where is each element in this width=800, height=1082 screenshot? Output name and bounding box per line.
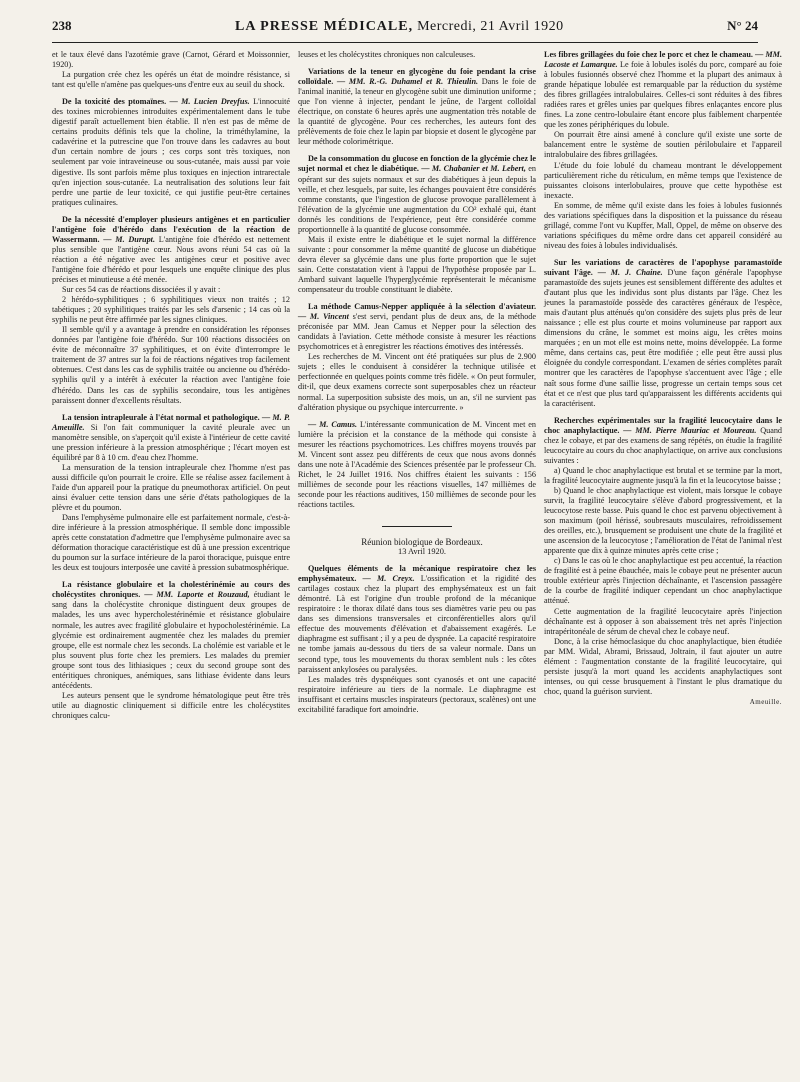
article-author: — M. J. Chaine.	[597, 267, 663, 277]
article-title: De la toxicité des ptomaïnes.	[62, 97, 167, 107]
article-text: L'ossification et la rigidité des cartilages costaux chez la plupart des emphysémateux est un fait démontré. Là est l'origine d'un trouble profond de la mécanique respiratoire : le thorax dilaté dans tous ses diamètres varie peu ou pas dans ses dimensions transversales et circonférentielles alors qu'il effectue des mouvements d'élévation et d'abaissement exagérés. Le diaphragme est suffisant ; il y a peu de dyspnée. La capacité respiratoire ne tombe jamais au-dessous du tiers de sa valeur normale. Dans un second type, tous les mouvements du thorax semblent nuls : les côtes paraissent ankylosées ou paralysées.	[298, 574, 537, 674]
article-title: La méthode Camus-Nepper appliquée à la sélection d'aviateur.	[308, 302, 536, 312]
reunion-date: 13 Avril 1920.	[398, 547, 446, 557]
article-fibres-grillagees	[544, 50, 782, 130]
article-glucose	[298, 154, 536, 234]
article-title: Variations de la teneur en glycogène du foie pendant la crise colloïdale.	[298, 67, 536, 87]
article-author: — MM. R.-G. Duhamel et R. Thieulin.	[336, 77, 479, 87]
article-text: D'une façon générale l'apophyse paramastoïde des sujets jeunes est sensiblement différente des adultes et d'autant plus que les individus sont plus distants par l'âge. Chez les jeunes la paramastoïde possède des caractères généraux de l'espèce, mais d'autant plus atténués qu'on considère des sujets plus près de leur naissance ; elle est plus courte et moins volumineuse par rapport aux dimensions du crâne, le sommet est moins aigu, les crêtes moins marquées ; en un mot elle est moins nette, moins développée. La forme même, dans certains cas, peut être modifiée ; elle peut être aussi plus éloignée du condyle correspondant. L'examen de séries complètes paraît montrer que les caractères de l'apophyse s'accentuent avec l'âge ; elle naît sous forme d'une saillie lisse, progresse un certain temps sous cet état et ce n'est que plus tard qu'apparaissent les différents accidents qui la caractérisent.	[544, 267, 782, 408]
paragraph: En somme, de même qu'il existe dans les foies à lobules fusionnés des variations spécifiques dans la disposition et la puissance du réseau grillagé, comme l'ont vu Kupffer, Mall, Oppel, de même on observe des variations spécifiques du même ordre dans cet appareil considéré au niveau des foies à lobules individualisés.	[544, 200, 782, 250]
article-glycogene	[298, 67, 536, 147]
section-divider	[382, 526, 452, 527]
article-text: Dans le foie de l'animal inanitié, la teneur en glycogène subit une diminution uniforme ; que l'on vienne à injecter, pendant le jeûne, de l'argent colloïdal électrique, on constate 6 heures après une augmentation très notable de la quantité de glycogène. Pour ces recherches, les auteurs font des prélèvements de foie chez le lapin par biopsie et dosent le glycogène par leur méthode colorimétrique.	[298, 77, 537, 147]
article-apophyse	[544, 258, 782, 409]
article-title: De la nécessité d'employer plusieurs antigènes et en particulier l'antigène foie d'hérédo dans l'exécution de la réaction de Wassermann.	[52, 214, 290, 244]
paragraph: Donc, à la crise hémoclasique du choc anaphylactique, bien étudiée par MM. Widal, Abrami, Brissaud, Joltrain, il faut ajouter un autre élément : l'augmentation constante de la fragilité leucocytaire, qui persiste jusqu'à la mort quand les accidents anaphylactiques sont intenses, ou qui cesse brusquement à l'instant le plus dramatique du choc, quand la guérison survient.	[544, 636, 782, 696]
article-mecanique-respiratoire	[298, 564, 536, 675]
article-title: Recherches expérimentales sur la fragilité leucocytaire dans le choc anaphylactique.	[544, 415, 782, 435]
paragraph: et le taux élevé dans l'azotémie grave (Carnot, Gérard et Moissonnier, 1920).	[52, 50, 290, 70]
journal-name: LA PRESSE MÉDICALE,	[235, 19, 414, 34]
paragraph: L'étude du foie lobulé du chameau montrant le développement particulièrement riche du réticulum, en même temps que l'existence de puissantes cloisons interlobulaires, prouve que cette hypothèse est inexacte.	[544, 160, 782, 200]
column-1	[52, 50, 290, 721]
journal-title	[235, 19, 564, 35]
article-text: Quand chez le cobaye, et par des examens de sang répétés, on étudie la fragilité leucocytaire au cours du choc anaphylactique, on arrive aux conclusions suivantes :	[544, 425, 783, 465]
article-text: Si l'on fait communiquer la cavité pleurale avec un manomètre sensible, on s'aperçoit qu'il existe à l'intérieur de cette cavité une pression inférieure à la pression atmosphérique ; l'écart moyen est équilibré par 8 à 10 cm. d'eau chez l'homme.	[52, 422, 291, 462]
list-item: a) Quand le choc anaphylactique est brutal et se termine par la mort, la fragilité leucocytaire augmente jusqu'à la fin et la leucocytose baisse ;	[544, 465, 782, 485]
paragraph: On pourrait être ainsi amené à conclure qu'il existe une sorte de balancement entre le système de soutien périlobulaire et l'appareil intralobulaire des fibres grillagées.	[544, 130, 782, 160]
paragraph	[298, 420, 536, 510]
issue-date: Mercredi, 21 Avril 1920	[417, 19, 564, 34]
article-title: Sur les variations de caractères de l'apophyse paramastoïde suivant l'âge.	[544, 257, 782, 277]
paragraph: La purgation crée chez les opérés un état de moindre résistance, si tant est qu'elle n'amène pas quelques-uns d'entre eux au seuil du shock.	[52, 70, 290, 90]
paragraph: Il semble qu'il y a avantage à prendre en considération les réponses données par l'antigène foie d'hérédo. Sur 100 réactions dissociées on évite de méconnaître 37 syphilitiques, et on évite d'interrompre le traitement de 37 antres sur la foi de réactions négatives trop facilement obtenues. C'est dans les cas de syphilis traitée ou ancienne ou d'hérédo-syphilis qu'il y a intérêt à exécuter la réaction avec l'antigène foie d'hérédo. Dans les cas de syphilis secondaire, tous les antigènes paraissent donner d'excellents résultats.	[52, 325, 290, 405]
article-tension-intrapleurale	[52, 413, 290, 463]
article-author: — M. P. Ameuille.	[52, 412, 290, 432]
issue-number: N° 24	[727, 18, 758, 33]
article-camus-nepper	[298, 302, 536, 352]
page-number: 238	[52, 18, 72, 33]
article-title: Quelques éléments de la mécanique respiratoire chez les emphysémateux.	[298, 564, 536, 584]
paragraph: Cette augmentation de la fragilité leucocytaire après l'injection déchaînante est à opposer à son abaissement très net après l'injection intrapéritonéale de sérum de cheval chez le cobaye neuf.	[544, 606, 782, 636]
article-author: — M. Vincent	[298, 312, 349, 322]
paragraph: La mensuration de la tension intrapleurale chez l'homme n'est pas aussi difficile qu'on pourrait le croire. Elle se réalise assez facilement à l'aide d'un appareil pour la pratique du pneumothorax artificiel. On peut ainsi évaluer cette tension dans une série d'états pathologiques de la plèvre et du poumon.	[52, 462, 290, 513]
article-author: — M. Chabanier et M. Lebert,	[421, 164, 526, 174]
column-3	[544, 50, 782, 707]
article-fragilite-leucocytaire	[544, 416, 782, 466]
article-title: La résistance globulaire et la cholestérinémie au cours des cholécystites chroniques.	[52, 580, 290, 600]
paragraph: leuses et les cholécystites chroniques non calculeuses.	[298, 50, 476, 59]
article-author: — MM. Pierre Mauriac et Moureau.	[623, 425, 757, 435]
list-item: b) Quand le choc anaphylactique est violent, mais lorsque le cobaye survit, la fragilité leucocytaire s'élève d'abord progressivement, et la leucocytose reste basse. Puis quand le choc est parvenu objectivement à son maximum (poil hérissé, soubresauts musculaires, refroidissement des oreilles, etc.), brusquement se produisent une chute de la fragilité et une ascension de la leucocytose ; l'amélioration de l'état de l'animal n'est apparente que dix à quinze minutes après cette crise ;	[544, 485, 782, 556]
article-title: De la consommation du glucose en fonction de la glycémie chez le sujet normal et chez le diabétique.	[298, 154, 536, 174]
paragraph: Sur ces 54 cas de réactions dissociées il y avait :	[62, 285, 221, 295]
paragraph: 2 hérédo-syphilitiques ; 6 syphilitiques vieux non traités ; 12 tabétiques ; 20 syphilitiques traités par les sels d'arsenic ; 14 cas où la syphilis ne peut être affirmée par les signes cliniques.	[52, 295, 290, 325]
paragraph: Mais il existe entre le diabétique et le sujet normal la différence suivante : pour consommer la même quantité de glucose un diabétique devra élever sa glycémie dans une plus forte proportion que le sujet sain. Cette constatation vient à l'appui de l'hypothèse proposée par L. Ambard suivant laquelle l'hyperglycémie représenterait le mécanisme compensateur du trouble constituant le diabète.	[298, 234, 536, 295]
reunion-title: Réunion biologique de Bordeaux.	[361, 537, 483, 548]
article-ptomaines	[52, 97, 290, 208]
article-text: Le foie à lobules isolés du porc, comparé au foie à lobules fusionnés observé chez l'homme et la plupart des animaux à grande hépatique lobulée est remarquable par la réduction du système des fibres grillagées intralobulaires. Celles-ci sont réduites à des fibres radiées rares et grêles unies par quelques fibres enlaçantes encore plus fines. La zone centro-lobulaire étant encore plus faiblement charpentée que les zones périphériques du lobule.	[544, 60, 782, 130]
article-text: en opérant sur des sujets normaux et sur des diabétiques à jeun depuis la veille, et chez lesquels, par suite, les échanges pouvaient être considérés comme constants, que l'ingestion de glucose provoque parallèlement à l'élévation de la glycémie une augmentation du CO² exhalé qui, étant donnés les conditions de l'expérience, peut être considérée comme proportionnelle à la quantité de glucose consommée.	[298, 164, 537, 234]
article-text: L'antigène foie d'hérédo est nettement plus sensible que l'antigène cœur. Nous avons réuni 54 cas où la réaction a été négative avec les antigènes cœur et positive avec l'antigène foie d'hérédo et pour lesquels une enquête clinique des plus précises et minutieuse a été menée.	[52, 234, 291, 284]
paragraph: Les recherches de M. Vincent ont été pratiquées sur plus de 2.900 sujets ; elles le conduisent à considérer la technique utilisée et perfectionnée en quelques points comme très fidèle. « On peut formuler, dit-il, que deux examens correcte sont superposables chez un réacteur normal. La superposition subsiste des mois, un an, s'il ne survient pas d'altération physique ou psychique intercurrente. »	[298, 352, 536, 412]
paragraph: Les auteurs pensent que le syndrome hématologique peut être très utile au diagnostic cliniquement si difficile entre les cholécystites chroniques calcu-	[52, 690, 290, 720]
article-author: — MM. Lacoste et Lamarque.	[544, 50, 783, 70]
column-2	[298, 50, 536, 715]
article-author: — M. Camus.	[308, 419, 358, 429]
article-title: La tension intrapleurale à l'état normal et pathologique.	[62, 412, 260, 422]
article-author: — MM. Laporte et Rouzaud,	[144, 590, 250, 600]
paragraph: Les malades très dyspnéiques sont cyanosés et ont une capacité respiratoire inférieure au tiers de la normale. Le diaphragme est insuffisant et certains muscles inspirateurs (pectoraux, scalènes) ont une excitabilité faradique fort amoindrie.	[298, 674, 536, 714]
article-text: s'est servi, pendant plus de deux ans, de la méthode préconisée par MM. Jean Camus et Nepper pour la sélection des candidats à l'aviation. Cette méthode consiste à mesurer les réactions psychomotrices et à enregistrer les réactions émotives des intéressés.	[298, 312, 537, 352]
article-wassermann	[52, 215, 290, 285]
article-text: L'innocuité des toxines microbiennes introduites expérimentalement dans le tube digestif paraît actuellement bien établie. Il n'en est pas de même de certains produits définis tels que la choline, la triméthylamine, la cadavérine et la putrescine que l'on trouve dans les cadavres au bout d'un certain nombre de jours ; ces corps sont très toxiques, non seulement par voie intraveineuse ou sous-cutanée, mais aussi par voie digestive. Ils sont parfois même plus toxiques en injection intrarectale qu'en injection sous-cutanée. La neutralisation des solutions leur fait perdre une partie de leur toxicité, ce qui justifie peut-être certaines pratiques culinaires.	[52, 97, 291, 207]
article-author: — M. Durupt.	[103, 234, 155, 244]
article-author: — M. Creyx.	[362, 574, 415, 584]
article-text: étudiant le sang dans la cholécystite chronique distinguent deux groupes de malades, les uns avec hypercholestérinémie et résistance globulaire normale, les autres avec fragilité globulaire et hypocholestérinémie. La glycémie est ordinairement augmentée chez les malades du premier groupe, elle est normale chez les seconds. La cholémie est variable et le plus souvent plus forte chez les premiers. Les malades du premier groupe sont tous des lithiasiques ; ceux du second groupe sont des entéritiques chroniques, anémiques, sans lithiase évidente dans leurs antécédents.	[52, 590, 290, 690]
article-resistance-globulaire	[52, 580, 290, 691]
list-item: c) Dans le cas où le choc anaphylactique est peu accentué, la réaction de fragilité est à peine ébauchée, mais le cobaye peut ne présenter aucun trouble extérieur après l'injection déchaînante, et l'ascension passagère de la courbe de fragilité indiquer cependant un choc anaphylactique atténué.	[544, 556, 782, 606]
article-title: Les fibres grillagées du foie chez le porc et chez le chameau.	[544, 50, 753, 59]
article-text: L'intéressante communication de M. Vincent met en lumière la précision et la constance de la méthode qui consiste à mesurer les réactions psychomotrices. Les chiffres moyens trouvés par M. Vincent sont assez peu différents de ceux que nous avons donnés dans une note à l'Académie des Sciences présentée par le professeur Ch. Richet, le 24 Juillet 1916. Nos chiffres étaient les suivants : 156 millièmes de seconde pour les réactions visuelles, 147 millièmes de seconde pour les réactions auditives, 150 millièmes de seconde pour les réactions tactiles.	[298, 419, 536, 509]
signature: Ameuille.	[749, 697, 782, 706]
page-header	[52, 18, 758, 43]
paragraph: Dans l'emphysème pulmonaire elle est parfaitement normale, c'est-à-dire inférieure à la pression atmosphérique. Il semble donc impossible après cette constatation d'admettre que l'emphysème pulmonaire avec sa déformation thoracique caractéristique est dû à une pression excentrique du poumon sur la surface intérieure de la paroi thoracique, puisque entre les deux est toujours interposée une cavité à pression subatmosphérique.	[52, 513, 290, 573]
article-author: — M. Lucien Dreyfus.	[169, 97, 250, 107]
